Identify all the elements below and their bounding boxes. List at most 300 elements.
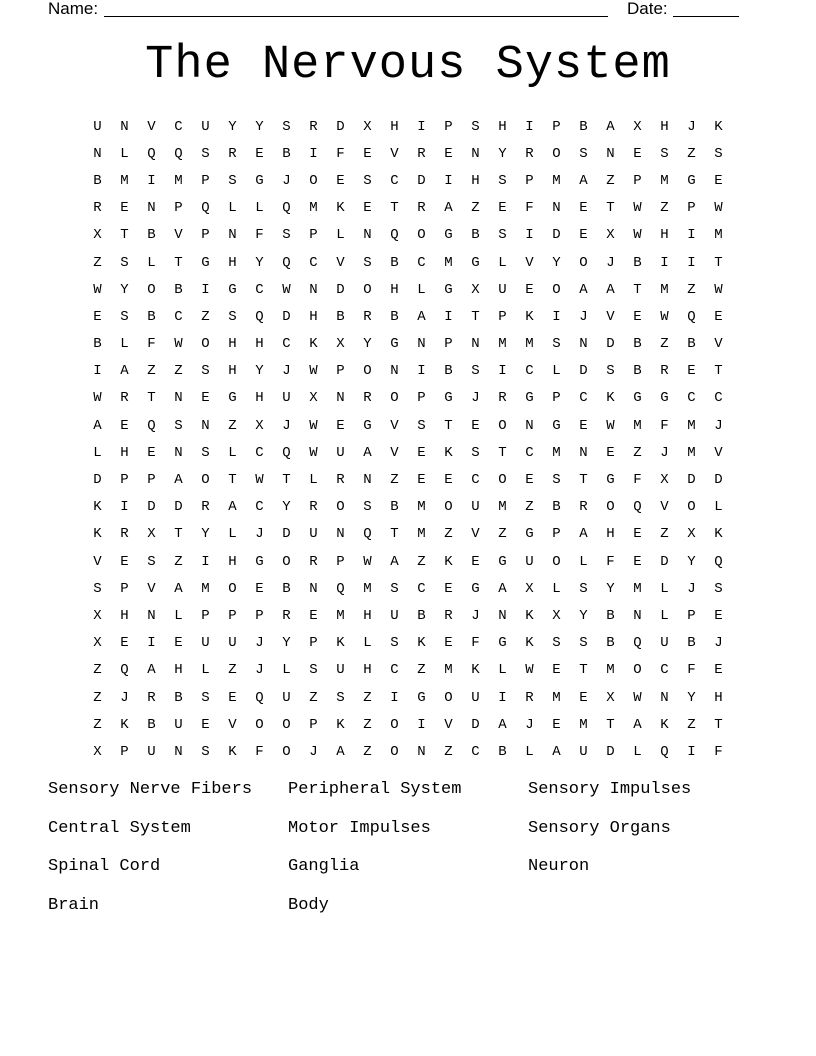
grid-letter: N	[525, 417, 534, 434]
grid-letter: R	[309, 118, 318, 135]
grid-letter: E	[417, 472, 426, 489]
grid-letter: U	[309, 526, 318, 543]
grid-letter: P	[120, 743, 129, 760]
grid-letter: E	[174, 635, 183, 652]
grid-letter: P	[336, 553, 345, 570]
grid-letter: N	[228, 227, 237, 244]
grid-letter: S	[417, 417, 426, 434]
grid-letter: O	[390, 716, 399, 733]
grid-letter: U	[579, 743, 588, 760]
grid-letter: K	[444, 444, 453, 461]
grid-letter: G	[228, 281, 237, 298]
grid-letter: V	[147, 118, 156, 135]
name-label: Name:	[48, 0, 99, 18]
grid-letter: I	[687, 743, 696, 760]
grid-letter: O	[228, 580, 237, 597]
word-list-item: Peripheral System	[288, 780, 462, 799]
grid-letter: P	[417, 390, 426, 407]
grid-letter: S	[498, 172, 507, 189]
grid-row	[84, 385, 732, 412]
grid-letter: T	[390, 526, 399, 543]
word-list-row	[48, 780, 768, 819]
grid-letter: X	[525, 580, 534, 597]
grid-letter: E	[498, 200, 507, 217]
grid-letter: N	[120, 118, 129, 135]
grid-letter: J	[255, 662, 264, 679]
grid-letter: C	[174, 308, 183, 325]
grid-letter: E	[579, 689, 588, 706]
grid-letter: B	[174, 281, 183, 298]
grid-letter: F	[633, 472, 642, 489]
grid-letter: C	[660, 662, 669, 679]
grid-letter: B	[174, 689, 183, 706]
grid-letter: N	[633, 607, 642, 624]
grid-letter: S	[552, 472, 561, 489]
grid-letter: Z	[309, 689, 318, 706]
grid-letter: T	[282, 472, 291, 489]
grid-letter: C	[714, 390, 723, 407]
grid-letter: V	[714, 444, 723, 461]
grid-letter: L	[174, 607, 183, 624]
grid-letter: R	[336, 472, 345, 489]
grid-letter: Z	[363, 743, 372, 760]
grid-letter: V	[606, 308, 615, 325]
grid-row	[84, 140, 732, 167]
grid-letter: E	[255, 145, 264, 162]
grid-letter: B	[579, 118, 588, 135]
grid-letter: U	[390, 607, 399, 624]
grid-letter: G	[444, 390, 453, 407]
grid-letter: Q	[390, 227, 399, 244]
word-list-item: Motor Impulses	[288, 818, 431, 838]
grid-letter: E	[525, 472, 534, 489]
grid-letter: W	[255, 472, 264, 489]
grid-letter: V	[336, 254, 345, 271]
word-list-item: Spinal Cord	[48, 857, 161, 876]
grid-letter: E	[714, 172, 723, 189]
grid-letter: R	[498, 390, 507, 407]
grid-letter: N	[174, 390, 183, 407]
grid-letter: B	[390, 308, 399, 325]
grid-letter: W	[633, 227, 642, 244]
grid-letter: P	[552, 526, 561, 543]
grid-letter: J	[525, 716, 534, 733]
word-list	[48, 780, 768, 934]
grid-letter: G	[444, 227, 453, 244]
grid-letter: U	[336, 662, 345, 679]
grid-letter: C	[255, 499, 264, 516]
grid-letter: C	[417, 254, 426, 271]
grid-letter: F	[255, 743, 264, 760]
grid-letter: T	[147, 390, 156, 407]
date-line	[673, 16, 739, 17]
grid-letter: S	[363, 172, 372, 189]
grid-letter: X	[471, 281, 480, 298]
grid-letter: Z	[228, 662, 237, 679]
grid-letter: A	[444, 200, 453, 217]
grid-letter: E	[633, 553, 642, 570]
grid-letter: T	[120, 227, 129, 244]
grid-row	[84, 439, 732, 466]
grid-letter: R	[417, 200, 426, 217]
grid-letter: E	[579, 417, 588, 434]
grid-letter: Z	[606, 172, 615, 189]
grid-letter: W	[714, 200, 723, 217]
grid-letter: E	[363, 200, 372, 217]
grid-letter: J	[120, 689, 129, 706]
grid-letter: Y	[255, 118, 264, 135]
grid-letter: S	[309, 662, 318, 679]
grid-letter: P	[201, 172, 210, 189]
grid-letter: X	[606, 689, 615, 706]
grid-letter: I	[687, 254, 696, 271]
grid-letter: U	[498, 281, 507, 298]
grid-letter: C	[282, 336, 291, 353]
grid-letter: L	[363, 635, 372, 652]
grid-letter: Y	[687, 689, 696, 706]
word-list-row	[48, 819, 768, 858]
grid-letter: D	[606, 743, 615, 760]
grid-letter: Z	[174, 363, 183, 380]
grid-letter: P	[552, 118, 561, 135]
grid-letter: L	[120, 145, 129, 162]
grid-letter: W	[660, 308, 669, 325]
grid-letter: E	[687, 363, 696, 380]
grid-letter: K	[525, 607, 534, 624]
grid-letter: Q	[633, 499, 642, 516]
grid-row	[84, 222, 732, 249]
grid-letter: V	[147, 580, 156, 597]
grid-letter: X	[336, 336, 345, 353]
grid-letter: C	[471, 472, 480, 489]
grid-letter: S	[93, 580, 102, 597]
grid-letter: N	[579, 444, 588, 461]
grid-letter: E	[552, 716, 561, 733]
grid-letter: Z	[201, 308, 210, 325]
grid-letter: R	[660, 363, 669, 380]
grid-letter: D	[552, 227, 561, 244]
grid-letter: B	[606, 635, 615, 652]
grid-row	[84, 630, 732, 657]
grid-letter: D	[714, 472, 723, 489]
grid-letter: E	[201, 716, 210, 733]
grid-letter: E	[444, 472, 453, 489]
grid-letter: I	[444, 308, 453, 325]
grid-letter: X	[309, 390, 318, 407]
grid-letter: H	[498, 118, 507, 135]
grid-letter: H	[390, 281, 399, 298]
grid-letter: G	[633, 390, 642, 407]
grid-letter: T	[714, 254, 723, 271]
grid-letter: N	[471, 145, 480, 162]
grid-letter: V	[471, 526, 480, 543]
grid-letter: Y	[228, 118, 237, 135]
grid-letter: B	[147, 308, 156, 325]
word-list-item: Body	[288, 895, 329, 915]
grid-letter: K	[660, 716, 669, 733]
grid-letter: J	[579, 308, 588, 325]
grid-letter: D	[336, 118, 345, 135]
grid-letter: G	[606, 472, 615, 489]
grid-letter: T	[606, 716, 615, 733]
grid-letter: K	[525, 308, 534, 325]
grid-letter: B	[687, 336, 696, 353]
grid-letter: P	[201, 607, 210, 624]
grid-letter: P	[309, 635, 318, 652]
grid-row	[84, 602, 732, 629]
grid-letter: S	[714, 580, 723, 597]
grid-letter: X	[147, 526, 156, 543]
grid-letter: J	[606, 254, 615, 271]
grid-letter: A	[228, 499, 237, 516]
grid-letter: F	[714, 743, 723, 760]
grid-letter: S	[201, 363, 210, 380]
grid-letter: V	[525, 254, 534, 271]
grid-letter: O	[498, 472, 507, 489]
grid-letter: A	[93, 417, 102, 434]
grid-letter: L	[714, 499, 723, 516]
grid-letter: Q	[660, 743, 669, 760]
grid-letter: L	[120, 336, 129, 353]
grid-letter: D	[93, 472, 102, 489]
grid-letter: I	[417, 118, 426, 135]
grid-letter: E	[120, 635, 129, 652]
grid-letter: L	[201, 662, 210, 679]
grid-letter: P	[444, 336, 453, 353]
grid-letter: K	[93, 526, 102, 543]
grid-letter: L	[282, 662, 291, 679]
grid-letter: K	[309, 336, 318, 353]
grid-letter: H	[228, 553, 237, 570]
grid-letter: T	[390, 200, 399, 217]
grid-letter: G	[201, 254, 210, 271]
grid-letter: Z	[687, 281, 696, 298]
grid-letter: C	[390, 172, 399, 189]
grid-letter: S	[471, 363, 480, 380]
grid-letter: L	[336, 227, 345, 244]
grid-letter: Z	[174, 553, 183, 570]
grid-letter: M	[633, 417, 642, 434]
grid-letter: I	[147, 172, 156, 189]
grid-letter: O	[309, 172, 318, 189]
grid-letter: N	[174, 743, 183, 760]
grid-letter: S	[282, 118, 291, 135]
grid-letter: H	[228, 254, 237, 271]
grid-letter: L	[660, 607, 669, 624]
grid-letter: H	[228, 336, 237, 353]
grid-letter: E	[714, 607, 723, 624]
grid-letter: N	[606, 145, 615, 162]
grid-letter: Q	[120, 662, 129, 679]
grid-letter: G	[255, 172, 264, 189]
grid-letter: S	[606, 363, 615, 380]
grid-letter: P	[309, 716, 318, 733]
grid-letter: C	[471, 743, 480, 760]
grid-letter: A	[336, 743, 345, 760]
grid-letter: E	[201, 390, 210, 407]
grid-letter: X	[552, 607, 561, 624]
grid-letter: E	[471, 417, 480, 434]
grid-letter: W	[309, 417, 318, 434]
grid-letter: B	[390, 254, 399, 271]
grid-letter: H	[471, 172, 480, 189]
grid-letter: O	[444, 689, 453, 706]
grid-letter: V	[660, 499, 669, 516]
grid-letter: B	[417, 607, 426, 624]
grid-letter: S	[579, 635, 588, 652]
grid-letter: E	[93, 308, 102, 325]
grid-letter: V	[390, 145, 399, 162]
grid-letter: C	[174, 118, 183, 135]
grid-letter: X	[93, 607, 102, 624]
grid-letter: L	[498, 254, 507, 271]
grid-letter: Z	[444, 743, 453, 760]
grid-letter: I	[444, 172, 453, 189]
grid-letter: Q	[687, 308, 696, 325]
grid-letter: R	[444, 607, 453, 624]
grid-letter: Q	[147, 145, 156, 162]
grid-letter: R	[282, 607, 291, 624]
grid-row	[84, 466, 732, 493]
grid-letter: U	[282, 390, 291, 407]
grid-letter: R	[363, 308, 372, 325]
grid-letter: E	[444, 580, 453, 597]
grid-letter: X	[687, 526, 696, 543]
grid-letter: Y	[498, 145, 507, 162]
grid-letter: Q	[255, 308, 264, 325]
grid-letter: F	[687, 662, 696, 679]
grid-letter: M	[336, 607, 345, 624]
grid-letter: U	[147, 743, 156, 760]
grid-letter: L	[579, 553, 588, 570]
grid-letter: N	[336, 526, 345, 543]
grid-letter: Q	[363, 526, 372, 543]
grid-letter: S	[201, 689, 210, 706]
grid-letter: E	[552, 662, 561, 679]
grid-letter: E	[471, 553, 480, 570]
grid-letter: M	[552, 444, 561, 461]
grid-letter: E	[255, 580, 264, 597]
grid-letter: F	[606, 553, 615, 570]
grid-letter: V	[390, 417, 399, 434]
grid-letter: A	[606, 118, 615, 135]
grid-letter: Z	[660, 336, 669, 353]
grid-letter: G	[552, 417, 561, 434]
grid-letter: E	[633, 145, 642, 162]
grid-letter: O	[606, 499, 615, 516]
grid-letter: R	[525, 689, 534, 706]
grid-letter: T	[471, 308, 480, 325]
grid-letter: I	[201, 281, 210, 298]
grid-letter: I	[525, 227, 534, 244]
grid-letter: S	[282, 227, 291, 244]
grid-letter: D	[282, 308, 291, 325]
grid-letter: L	[417, 281, 426, 298]
grid-letter: Z	[525, 499, 534, 516]
grid-letter: K	[471, 662, 480, 679]
grid-letter: Q	[336, 580, 345, 597]
grid-letter: B	[93, 172, 102, 189]
grid-letter: O	[687, 499, 696, 516]
grid-letter: P	[120, 580, 129, 597]
grid-letter: R	[201, 499, 210, 516]
grid-letter: L	[552, 363, 561, 380]
grid-letter: P	[147, 472, 156, 489]
grid-letter: I	[525, 118, 534, 135]
grid-letter: O	[147, 281, 156, 298]
grid-letter: X	[93, 227, 102, 244]
grid-letter: S	[228, 308, 237, 325]
grid-letter: Y	[255, 254, 264, 271]
grid-letter: T	[579, 472, 588, 489]
grid-letter: Z	[93, 254, 102, 271]
grid-letter: U	[201, 118, 210, 135]
grid-letter: I	[120, 499, 129, 516]
grid-letter: L	[147, 254, 156, 271]
grid-letter: I	[93, 363, 102, 380]
grid-letter: U	[660, 635, 669, 652]
grid-letter: D	[174, 499, 183, 516]
grid-letter: R	[363, 390, 372, 407]
grid-letter: N	[579, 336, 588, 353]
grid-letter: O	[498, 417, 507, 434]
grid-letter: P	[444, 118, 453, 135]
grid-letter: M	[201, 580, 210, 597]
grid-letter: J	[255, 635, 264, 652]
grid-letter: Z	[147, 363, 156, 380]
grid-letter: D	[660, 553, 669, 570]
grid-letter: N	[309, 281, 318, 298]
grid-letter: B	[336, 308, 345, 325]
grid-letter: Q	[282, 254, 291, 271]
grid-row	[84, 711, 732, 738]
grid-letter: S	[390, 580, 399, 597]
grid-letter: O	[363, 363, 372, 380]
grid-letter: B	[687, 635, 696, 652]
grid-letter: O	[444, 499, 453, 516]
grid-letter: N	[93, 145, 102, 162]
grid-letter: N	[660, 689, 669, 706]
grid-letter: A	[390, 553, 399, 570]
grid-letter: W	[714, 281, 723, 298]
grid-letter: O	[201, 472, 210, 489]
grid-letter: J	[714, 417, 723, 434]
grid-letter: K	[336, 200, 345, 217]
grid-letter: P	[525, 172, 534, 189]
grid-letter: H	[120, 444, 129, 461]
grid-letter: I	[660, 254, 669, 271]
grid-letter: D	[147, 499, 156, 516]
grid-letter: U	[228, 635, 237, 652]
grid-letter: G	[525, 390, 534, 407]
grid-letter: B	[282, 145, 291, 162]
grid-letter: B	[390, 499, 399, 516]
grid-letter: O	[417, 227, 426, 244]
grid-letter: I	[390, 689, 399, 706]
grid-letter: S	[390, 635, 399, 652]
grid-letter: M	[687, 444, 696, 461]
grid-letter: C	[390, 662, 399, 679]
grid-row	[84, 657, 732, 684]
grid-letter: C	[579, 390, 588, 407]
grid-letter: O	[282, 553, 291, 570]
grid-letter: G	[417, 689, 426, 706]
grid-letter: Y	[201, 526, 210, 543]
grid-letter: O	[552, 553, 561, 570]
grid-letter: X	[93, 743, 102, 760]
grid-letter: G	[498, 553, 507, 570]
grid-letter: O	[390, 743, 399, 760]
